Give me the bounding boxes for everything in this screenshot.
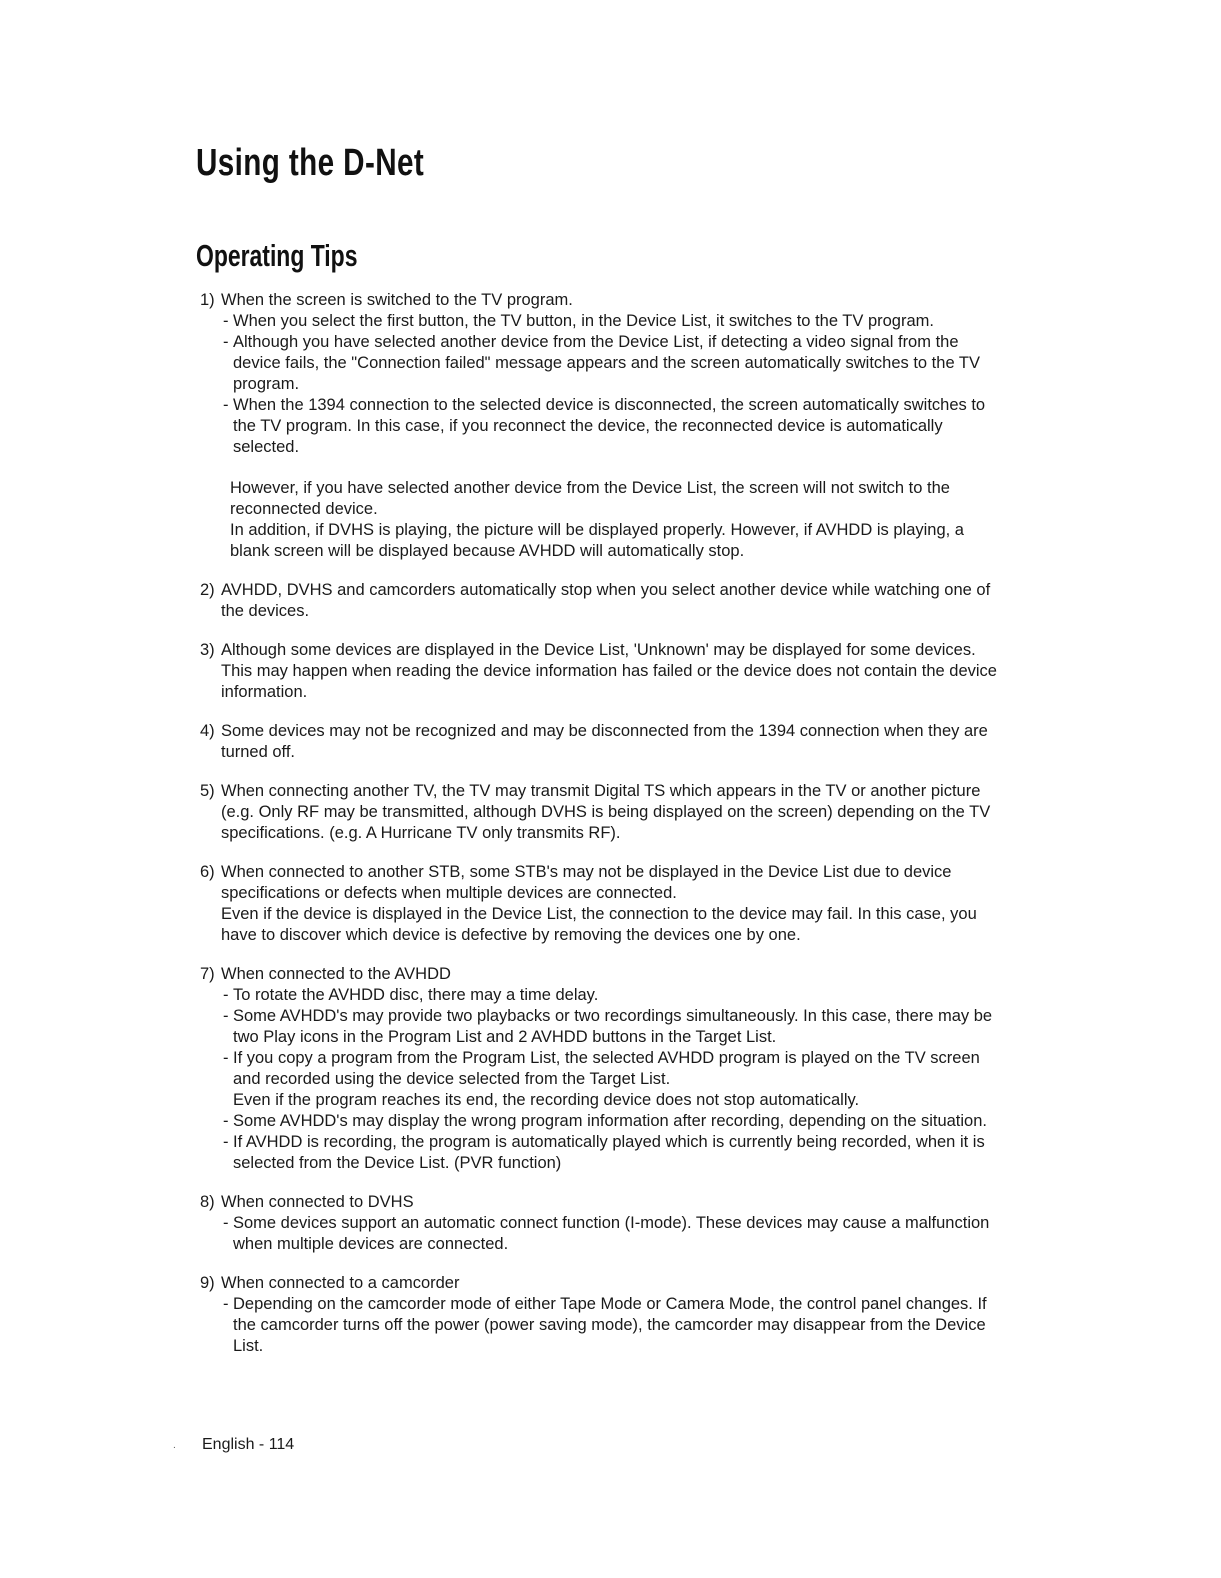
tip-number: 9) — [200, 1274, 215, 1292]
tip-number: 6) — [200, 863, 215, 881]
bullet-text: Although you have selected another device from the Device List, if detecting a video signal from the device fails, the "Connection failed" message appears and the screen automatically switches to the TV program. — [233, 333, 980, 393]
tip-4 — [200, 721, 1000, 763]
tip-bullet — [200, 1048, 1000, 1090]
bullet-dash: - — [223, 312, 229, 330]
tip-bullet — [200, 1213, 1000, 1255]
bullet-dash: - — [223, 1133, 229, 1151]
bullet-text: Depending on the camcorder mode of either Tape Mode or Camera Mode, the control panel changes. If the camcorder turns off the power (power saving mode), the camcorder may disappear from the Device List. — [233, 1295, 987, 1355]
page-footer: English - 114 — [202, 1436, 295, 1453]
bullet-dash: - — [223, 396, 229, 414]
tip-9 — [200, 1273, 1000, 1357]
tip-text: When connected to the AVHDD — [221, 965, 451, 983]
bullet-text: When the 1394 connection to the selected device is disconnected, the screen automatically switches to the TV program. In this case, if you reconnect the device, the reconnected device is automatically selected. — [233, 396, 986, 456]
bullet-dash: - — [223, 1112, 229, 1130]
tip-number: 1) — [200, 291, 215, 309]
footer-mark: . — [173, 1440, 176, 1451]
tip-number: 2) — [200, 581, 215, 599]
tip-text: AVHDD, DVHS and camcorders automatically stop when you select another device while watching one of the devices. — [221, 581, 991, 620]
bullet-text: If you copy a program from the Program List, the selected AVHDD program is played on the TV screen and recorded using the device selected from the Target List. — [233, 1049, 980, 1088]
tips-list — [200, 290, 1000, 1375]
bullet-text: When you select the first button, the TV button, in the Device List, it switches to the TV program. — [233, 312, 934, 330]
tip-5 — [200, 781, 1000, 844]
tip-text: Although some devices are displayed in the Device List, 'Unknown' may be displayed for some devices. This may happen when reading the device information has failed or the device does not contain the device information. — [221, 641, 997, 701]
tip-3 — [200, 640, 1000, 703]
tip-bullet — [200, 985, 1000, 1006]
tip-text: When connected to DVHS — [221, 1193, 414, 1211]
tip-paragraph: In addition, if DVHS is playing, the picture will be displayed properly. However, if AVHDD is playing, a blank screen will be displayed because AVHDD will automatically stop. — [230, 521, 964, 560]
section-title: Operating Tips — [196, 238, 358, 273]
bullet-dash: - — [223, 986, 229, 1004]
bullet-dash: - — [223, 1007, 229, 1025]
tip-bullet — [200, 1111, 1000, 1132]
tip-bullet — [200, 395, 1000, 458]
tip-text: When connected to another STB, some STB's may not be displayed in the Device List due to device specifications or defects when multiple devices are connected. — [221, 863, 952, 902]
tip-bullet — [200, 332, 1000, 395]
tip-2 — [200, 580, 1000, 622]
bullet-dash: - — [223, 1295, 229, 1313]
tip-bullet — [200, 1006, 1000, 1048]
bullet-text: Some devices support an automatic connect function (I-mode). These devices may cause a malfunction when multiple devices are connected. — [233, 1214, 990, 1253]
tip-paragraph: However, if you have selected another device from the Device List, the screen will not switch to the reconnected device. — [230, 479, 950, 518]
bullet-text: If AVHDD is recording, the program is automatically played which is currently being recorded, when it is selected from the Device List. (PVR function) — [233, 1133, 985, 1172]
bullet-continued: Even if the program reaches its end, the recording device does not stop automatically. — [233, 1091, 860, 1109]
tip-text: When connected to a camcorder — [221, 1274, 460, 1292]
tip-1 — [200, 290, 1000, 562]
tip-8 — [200, 1192, 1000, 1255]
tip-bullet — [200, 1132, 1000, 1174]
bullet-dash: - — [223, 333, 229, 351]
tip-number: 8) — [200, 1193, 215, 1211]
tip-number: 4) — [200, 722, 215, 740]
tip-text: When connecting another TV, the TV may transmit Digital TS which appears in the TV or another picture (e.g. Only RF may be transmitted, although DVHS is being displayed on the screen) depending on the TV specifications. (e.g. A Hurricane TV only transmits RF). — [221, 782, 991, 842]
tip-number: 3) — [200, 641, 215, 659]
bullet-text: To rotate the AVHDD disc, there may a time delay. — [233, 986, 599, 1004]
bullet-text: Some AVHDD's may provide two playbacks or two recordings simultaneously. In this case, there may be two Play icons in the Program List and 2 AVHDD buttons in the Target List. — [233, 1007, 993, 1046]
tip-bullet — [200, 1294, 1000, 1357]
tip-text: When the screen is switched to the TV program. — [221, 291, 573, 309]
page-title: Using the D-Net — [196, 142, 425, 184]
bullet-dash: - — [223, 1049, 229, 1067]
bullet-text: Some AVHDD's may display the wrong program information after recording, depending on the situation. — [233, 1112, 987, 1130]
tip-7 — [200, 964, 1000, 1174]
bullet-dash: - — [223, 1214, 229, 1232]
tip-6 — [200, 862, 1000, 946]
tip-bullet — [200, 311, 1000, 332]
tip-number: 5) — [200, 782, 215, 800]
tip-text: Some devices may not be recognized and may be disconnected from the 1394 connection when they are turned off. — [221, 722, 988, 761]
tip-text-continued: Even if the device is displayed in the Device List, the connection to the device may fail. In this case, you have to discover which device is defective by removing the devices one by one. — [221, 905, 977, 944]
tip-number: 7) — [200, 965, 215, 983]
